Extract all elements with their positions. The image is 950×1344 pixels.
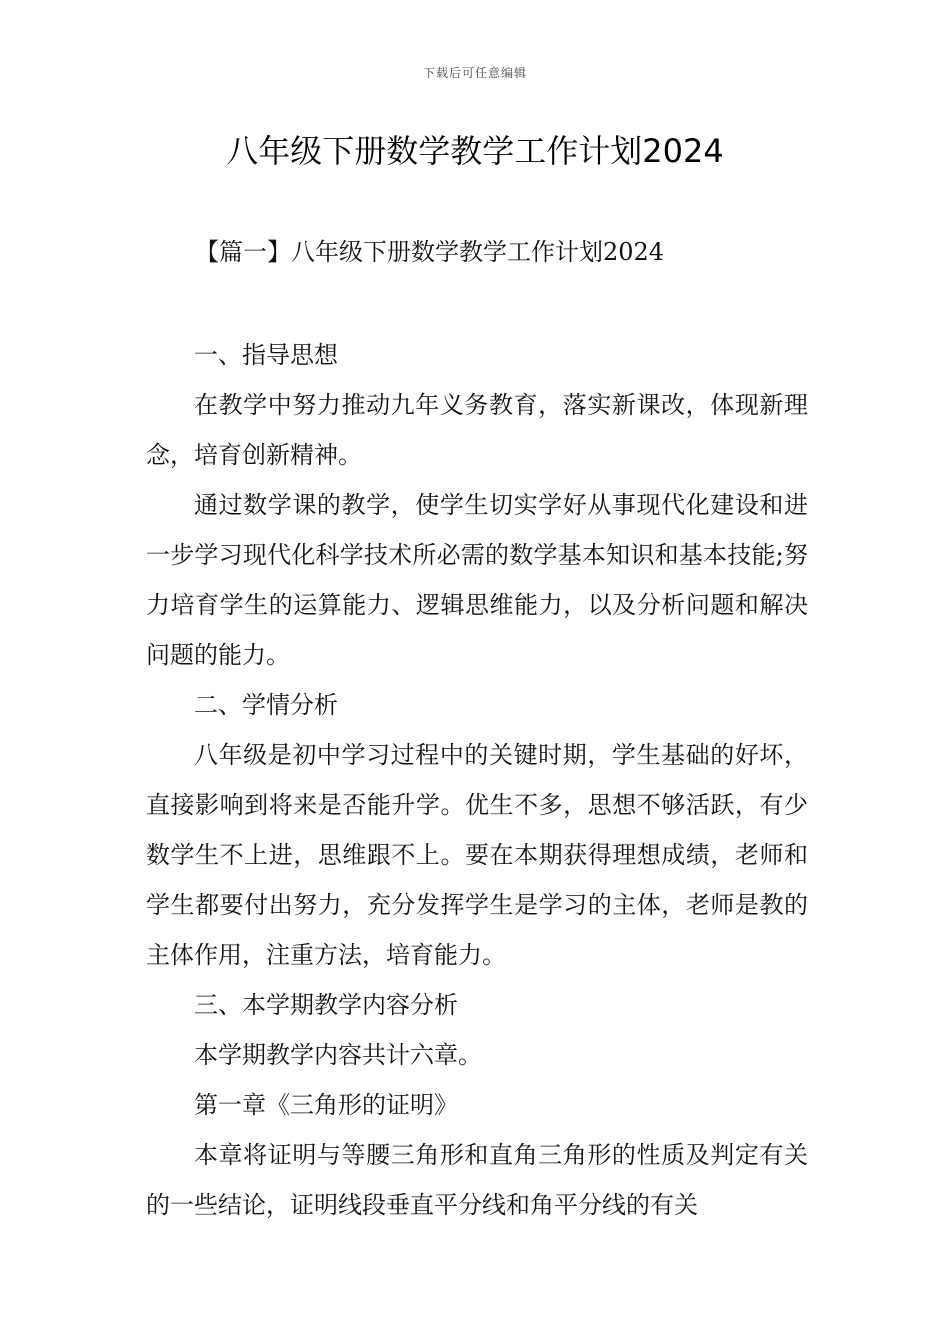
- section-heading-content-analysis: 三、本学期教学内容分析: [194, 991, 458, 1019]
- document-body: [146, 330, 808, 1230]
- chapter-heading: 第一章《三角形的证明》: [194, 1091, 458, 1119]
- document-title: 八年级下册数学教学工作计划2024: [226, 132, 724, 170]
- paragraph: 本章将证明与等腰三角形和直角三角形的性质及判定有关的一些结论，证明线段垂直平分线和角平分线的有关: [146, 1141, 808, 1219]
- section-heading-guiding-ideology: 一、指导思想: [194, 341, 338, 369]
- document-subtitle: 【篇一】八年级下册数学教学工作计划2024: [195, 238, 665, 266]
- header-note: 下载后可任意编辑: [422, 66, 527, 80]
- paragraph: 本学期教学内容共计六章。: [194, 1041, 482, 1069]
- paragraph: 通过数学课的教学，使学生切实学好从事现代化建设和进一步学习现代化科学技术所必需的数学基本知识和基本技能;努力培育学生的运算能力、逻辑思维能力，以及分析问题和解决问题的能力。: [146, 491, 808, 669]
- section-heading-student-analysis: 二、学情分析: [194, 691, 338, 719]
- paragraph: 八年级是初中学习过程中的关键时期，学生基础的好坏，直接影响到将来是否能升学。优生不多，思想不够活跃，有少数学生不上进，思维跟不上。要在本期获得理想成绩，老师和学生都要付出努力，充分发挥学生是学习的主体，老师是教的主体作用，注重方法，培育能力。: [146, 741, 808, 969]
- paragraph: 在教学中努力推动九年义务教育，落实新课改，体现新理念，培育创新精神。: [146, 391, 808, 469]
